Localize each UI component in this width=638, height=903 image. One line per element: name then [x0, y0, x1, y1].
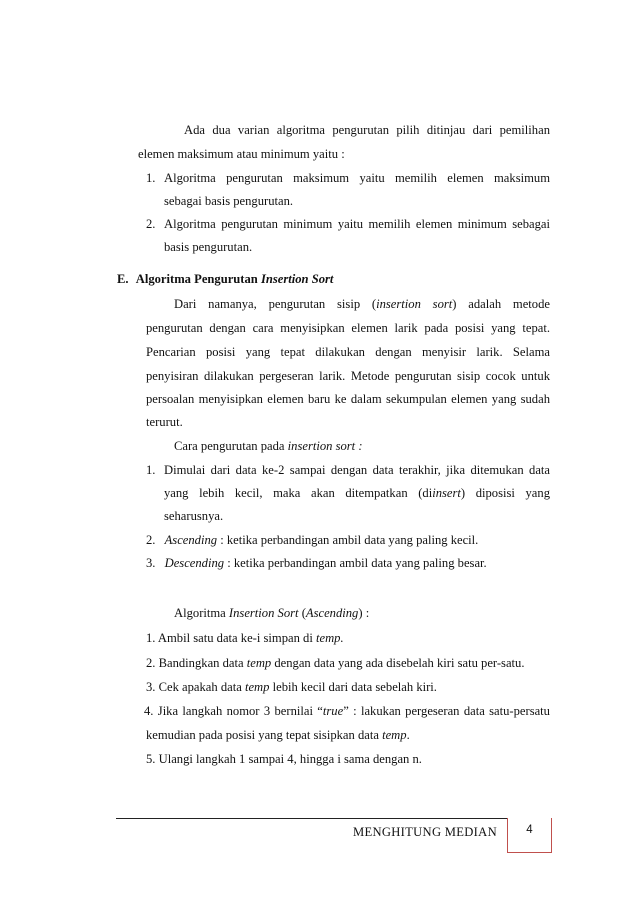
algo-step-3: 3. Cek apakah data temp lebih kecil dari data sebelah kiri.	[146, 680, 437, 694]
page-number-box	[507, 818, 552, 853]
section-title-italic: Insertion Sort	[260, 272, 334, 286]
para1-line-6: terurut.	[146, 415, 183, 429]
cara-step-1-line-1: Dimulai dari data ke-2 sampai dengan data terakhir, jika ditemukan data	[164, 463, 550, 477]
footer-rule	[116, 818, 550, 819]
variant-1-line-2: sebagai basis pengurutan.	[164, 194, 294, 208]
section-letter: E.	[117, 272, 129, 286]
page-number: 4	[526, 824, 533, 836]
para1-line-2: pengurutan dengan cara menyisipkan elemen larik pada posisi yang tepat.	[146, 321, 550, 335]
para1-line-5: persoalan menyisipkan elemen baru ke dalam sekumpulan elemen yang sudah	[146, 392, 550, 406]
variant-2-number: 2.	[146, 217, 156, 231]
intro-line-1: Ada dua varian algoritma pengurutan pilih ditinjau dari pemilihan	[184, 123, 550, 137]
cara-step-3: 3. Descending : ketika perbandingan ambil data yang paling besar.	[146, 556, 487, 570]
section-heading	[117, 271, 333, 287]
footer-title: MENGHITUNG MEDIAN	[353, 825, 497, 839]
variant-2-line-1: Algoritma pengurutan minimum yaitu memilih elemen minimum sebagai	[164, 217, 550, 231]
para1-line-3: Pencarian posisi yang tepat dilakukan dengan menyisir larik. Selama	[146, 345, 550, 359]
para1-line-1: Dari namanya, pengurutan sisip (insertion sort) adalah metode	[174, 297, 550, 311]
section-title-plain: Algoritma Pengurutan	[135, 272, 261, 286]
algo-step-4-line-1: 4. Jika langkah nomor 3 bernilai “true” : lakukan pergeseran data satu-persatu	[144, 704, 550, 718]
algo-title: Algoritma Insertion Sort (Ascending) :	[174, 606, 370, 620]
para1-line-4: penyisiran dilakukan pergeseran larik. Metode pengurutan sisip cocok untuk	[146, 369, 550, 383]
variant-1-number: 1.	[146, 171, 156, 185]
algo-step-2: 2. Bandingkan data temp dengan data yang ada disebelah kiri satu per-satu.	[146, 656, 525, 670]
variant-2-line-2: basis pengurutan.	[164, 240, 253, 254]
cara-step-1-number: 1.	[146, 463, 156, 477]
algo-step-5: 5. Ulangi langkah 1 sampai 4, hingga i sama dengan n.	[146, 752, 422, 766]
intro-line-2: elemen maksimum atau minimum yaitu :	[138, 147, 345, 161]
algo-step-4-line-2: kemudian pada posisi yang tepat sisipkan data temp.	[146, 728, 410, 742]
cara-step-2: 2. Ascending : ketika perbandingan ambil data yang paling kecil.	[146, 533, 479, 547]
algo-step-1: 1. Ambil satu data ke-i simpan di temp.	[146, 631, 344, 645]
cara-heading: Cara pengurutan pada insertion sort :	[174, 439, 363, 453]
variant-1-line-1: Algoritma pengurutan maksimum yaitu memilih elemen maksimum	[164, 171, 550, 185]
cara-step-1-line-3: seharusnya.	[164, 509, 224, 523]
cara-step-1-line-2: yang lebih kecil, maka akan ditempatkan (diinsert) diposisi yang	[164, 486, 550, 500]
